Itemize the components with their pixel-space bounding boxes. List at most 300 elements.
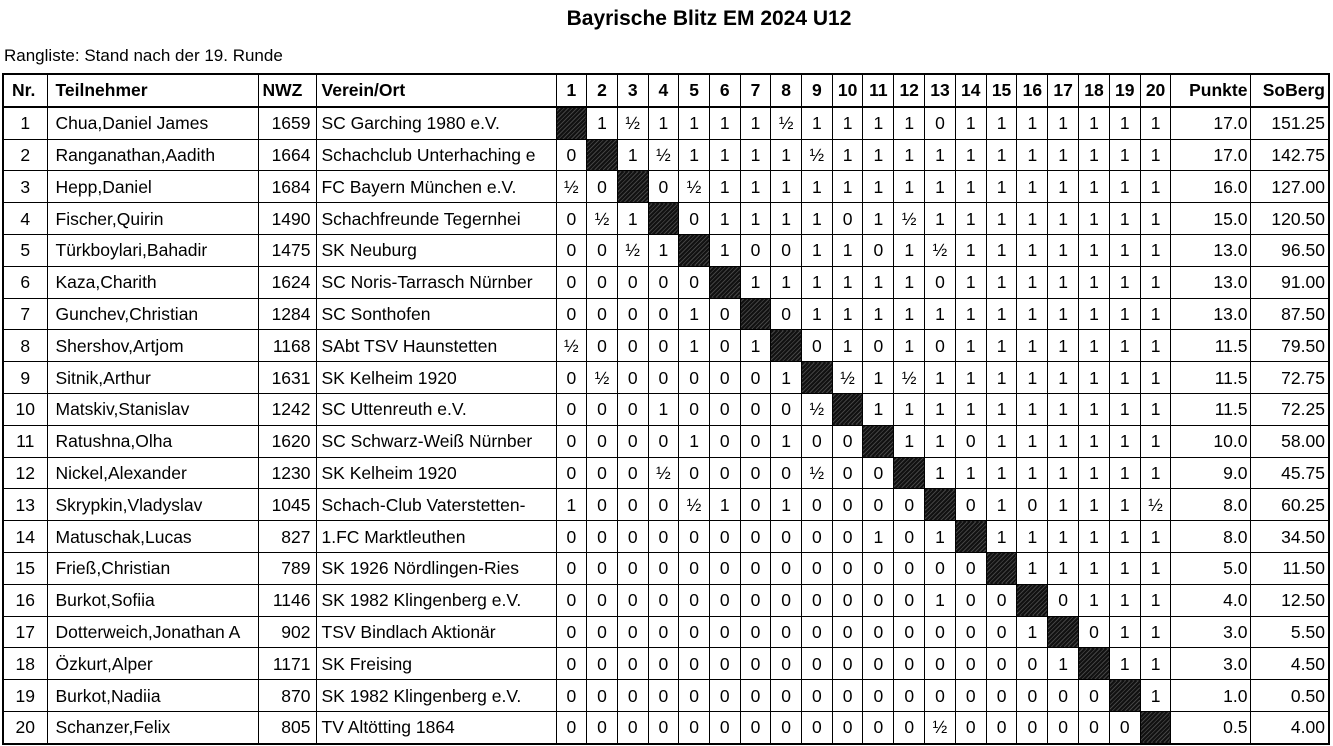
- player-soberg: 34.50: [1251, 521, 1329, 553]
- player-rank: 2: [3, 139, 47, 171]
- result-cell: 1: [1079, 234, 1110, 266]
- result-cell: 0: [832, 489, 863, 521]
- header-round-20: 20: [1140, 74, 1171, 107]
- player-nwz: 1631: [258, 362, 316, 394]
- result-cell: 0: [986, 584, 1017, 616]
- result-cell: 1: [1140, 171, 1171, 203]
- result-cell: 1: [771, 425, 802, 457]
- result-cell: 0: [771, 711, 802, 743]
- result-cell: 0: [587, 171, 618, 203]
- result-cell: 1: [1109, 457, 1140, 489]
- result-cell: 0: [740, 584, 771, 616]
- player-soberg: 79.50: [1251, 330, 1329, 362]
- result-cell: 0: [740, 616, 771, 648]
- player-soberg: 72.25: [1251, 393, 1329, 425]
- result-cell: 1: [1017, 552, 1048, 584]
- result-cell: 1: [1109, 393, 1140, 425]
- result-cell: 0: [556, 362, 587, 394]
- table-row: [3, 648, 1329, 680]
- result-cell: 1: [1079, 584, 1110, 616]
- result-cell: 1: [1109, 107, 1140, 139]
- result-cell: 0: [771, 584, 802, 616]
- result-cell: 1: [1048, 648, 1079, 680]
- player-club: Schachfreunde Tegernhei: [316, 203, 556, 235]
- player-club: TV Altötting 1864: [316, 711, 556, 743]
- result-cell: 1: [925, 171, 956, 203]
- result-cell: 1: [1017, 616, 1048, 648]
- result-cell: 1: [771, 139, 802, 171]
- table-row: [3, 234, 1329, 266]
- result-cell: 1: [1017, 330, 1048, 362]
- result-cell: 1: [955, 171, 986, 203]
- result-cell: 1: [1109, 330, 1140, 362]
- player-nwz: 1242: [258, 393, 316, 425]
- result-cell: 1: [1140, 362, 1171, 394]
- result-cell: 0: [986, 648, 1017, 680]
- result-cell: 0: [556, 680, 587, 712]
- result-cell: 1: [1109, 489, 1140, 521]
- player-club: TSV Bindlach Aktionär: [316, 616, 556, 648]
- diagonal-cell: [556, 107, 587, 139]
- player-name: Matuschak,Lucas: [47, 521, 258, 553]
- result-cell: 1: [1079, 266, 1110, 298]
- result-cell: 0: [556, 234, 587, 266]
- crosstable: [2, 73, 1330, 745]
- result-cell: 1: [832, 171, 863, 203]
- result-cell: 1: [925, 362, 956, 394]
- result-cell: 1: [1109, 425, 1140, 457]
- result-cell: 1: [1048, 139, 1079, 171]
- result-cell: 0: [802, 616, 833, 648]
- result-cell: 0: [648, 171, 679, 203]
- result-cell: 1: [863, 298, 894, 330]
- player-name: Burkot,Sofiia: [47, 584, 258, 616]
- diagonal-cell: [1109, 680, 1140, 712]
- result-cell: 0: [648, 616, 679, 648]
- result-cell: 1: [955, 266, 986, 298]
- player-name: Dotterweich,Jonathan A: [47, 616, 258, 648]
- header-nr: Nr.: [3, 74, 47, 107]
- player-nwz: 1475: [258, 234, 316, 266]
- player-points: 15.0: [1171, 203, 1251, 235]
- diagonal-cell: [955, 521, 986, 553]
- result-cell: 0: [955, 425, 986, 457]
- result-cell: 0: [771, 234, 802, 266]
- result-cell: 0: [556, 139, 587, 171]
- result-cell: 1: [1109, 648, 1140, 680]
- result-cell: 0: [955, 648, 986, 680]
- result-cell: 0: [587, 457, 618, 489]
- standings-subtitle: Rangliste: Stand nach der 19. Runde: [4, 46, 283, 65]
- result-cell: 1: [925, 393, 956, 425]
- table-row: [3, 680, 1329, 712]
- result-cell: 0: [648, 552, 679, 584]
- player-nwz: 1045: [258, 489, 316, 521]
- result-cell: ½: [894, 362, 925, 394]
- player-nwz: 1624: [258, 266, 316, 298]
- header-round-6: 6: [709, 74, 740, 107]
- result-cell: ½: [679, 171, 710, 203]
- result-cell: 0: [863, 616, 894, 648]
- result-cell: 0: [617, 266, 648, 298]
- player-nwz: 1171: [258, 648, 316, 680]
- result-cell: 0: [617, 362, 648, 394]
- result-cell: 1: [986, 330, 1017, 362]
- result-cell: 0: [587, 393, 618, 425]
- result-cell: 0: [709, 298, 740, 330]
- result-cell: 0: [1017, 711, 1048, 743]
- player-soberg: 11.50: [1251, 552, 1329, 584]
- result-cell: 0: [648, 298, 679, 330]
- table-row: [3, 203, 1329, 235]
- result-cell: 0: [679, 711, 710, 743]
- result-cell: 0: [709, 584, 740, 616]
- result-cell: 1: [925, 139, 956, 171]
- result-cell: 1: [955, 393, 986, 425]
- result-cell: 0: [556, 616, 587, 648]
- result-cell: 1: [986, 266, 1017, 298]
- result-cell: ½: [556, 330, 587, 362]
- result-cell: 1: [1048, 362, 1079, 394]
- diagonal-cell: [1140, 711, 1171, 743]
- diagonal-cell: [1079, 648, 1110, 680]
- result-cell: 1: [709, 107, 740, 139]
- result-cell: 1: [802, 266, 833, 298]
- result-cell: 0: [832, 552, 863, 584]
- result-cell: 1: [1140, 203, 1171, 235]
- player-rank: 9: [3, 362, 47, 394]
- result-cell: 0: [556, 203, 587, 235]
- result-cell: 0: [925, 552, 956, 584]
- result-cell: ½: [832, 362, 863, 394]
- result-cell: 0: [709, 711, 740, 743]
- result-cell: 0: [740, 489, 771, 521]
- result-cell: ½: [1140, 489, 1171, 521]
- result-cell: 0: [863, 680, 894, 712]
- player-club: SC Uttenreuth e.V.: [316, 393, 556, 425]
- result-cell: 1: [925, 203, 956, 235]
- result-cell: 1: [863, 266, 894, 298]
- result-cell: 0: [1048, 711, 1079, 743]
- player-name: Nickel,Alexander: [47, 457, 258, 489]
- result-cell: 0: [925, 330, 956, 362]
- result-cell: 1: [986, 457, 1017, 489]
- result-cell: 0: [587, 425, 618, 457]
- player-club: SC Noris-Tarrasch Nürnber: [316, 266, 556, 298]
- result-cell: 0: [648, 266, 679, 298]
- result-cell: 0: [648, 711, 679, 743]
- result-cell: 0: [648, 648, 679, 680]
- player-name: Özkurt,Alper: [47, 648, 258, 680]
- result-cell: 0: [648, 680, 679, 712]
- player-points: 17.0: [1171, 139, 1251, 171]
- diagonal-cell: [894, 457, 925, 489]
- player-name: Matskiv,Stanislav: [47, 393, 258, 425]
- result-cell: 0: [832, 648, 863, 680]
- result-cell: 1: [863, 393, 894, 425]
- result-cell: 0: [771, 393, 802, 425]
- player-rank: 10: [3, 393, 47, 425]
- result-cell: 0: [832, 203, 863, 235]
- result-cell: 0: [955, 489, 986, 521]
- result-cell: 0: [648, 362, 679, 394]
- result-cell: 1: [709, 171, 740, 203]
- player-points: 13.0: [1171, 266, 1251, 298]
- player-nwz: 902: [258, 616, 316, 648]
- player-name: Skrypkin,Vladyslav: [47, 489, 258, 521]
- result-cell: 0: [648, 584, 679, 616]
- result-cell: 1: [894, 393, 925, 425]
- player-name: Chua,Daniel James: [47, 107, 258, 139]
- result-cell: 0: [894, 648, 925, 680]
- result-cell: 1: [832, 139, 863, 171]
- result-cell: 0: [925, 107, 956, 139]
- result-cell: ½: [802, 139, 833, 171]
- table-row: [3, 171, 1329, 203]
- result-cell: 1: [1140, 680, 1171, 712]
- result-cell: 1: [1079, 489, 1110, 521]
- result-cell: 0: [740, 648, 771, 680]
- result-cell: 1: [648, 107, 679, 139]
- player-club: SK Neuburg: [316, 234, 556, 266]
- result-cell: 0: [556, 648, 587, 680]
- result-cell: 1: [740, 330, 771, 362]
- result-cell: ½: [894, 203, 925, 235]
- player-points: 13.0: [1171, 234, 1251, 266]
- diagonal-cell: [802, 362, 833, 394]
- header-round-8: 8: [771, 74, 802, 107]
- player-nwz: 1659: [258, 107, 316, 139]
- result-cell: 0: [648, 489, 679, 521]
- result-cell: 0: [587, 489, 618, 521]
- result-cell: 1: [1079, 425, 1110, 457]
- header-round-11: 11: [863, 74, 894, 107]
- result-cell: 1: [740, 203, 771, 235]
- player-points: 11.5: [1171, 362, 1251, 394]
- result-cell: 1: [771, 362, 802, 394]
- result-cell: 1: [894, 107, 925, 139]
- diagonal-cell: [771, 330, 802, 362]
- player-soberg: 4.00: [1251, 711, 1329, 743]
- result-cell: 0: [955, 552, 986, 584]
- result-cell: 0: [986, 711, 1017, 743]
- player-name: Hepp,Daniel: [47, 171, 258, 203]
- result-cell: 1: [709, 203, 740, 235]
- result-cell: 0: [802, 711, 833, 743]
- result-cell: 0: [740, 234, 771, 266]
- result-cell: 0: [679, 584, 710, 616]
- player-club: SC Schwarz-Weiß Nürnber: [316, 425, 556, 457]
- result-cell: 0: [709, 362, 740, 394]
- result-cell: 1: [986, 489, 1017, 521]
- player-soberg: 142.75: [1251, 139, 1329, 171]
- result-cell: 0: [740, 552, 771, 584]
- result-cell: 1: [863, 139, 894, 171]
- header-round-13: 13: [925, 74, 956, 107]
- result-cell: 1: [1048, 425, 1079, 457]
- result-cell: 0: [1079, 680, 1110, 712]
- result-cell: 1: [1109, 203, 1140, 235]
- player-points: 9.0: [1171, 457, 1251, 489]
- result-cell: 0: [832, 521, 863, 553]
- result-cell: ½: [556, 171, 587, 203]
- player-points: 17.0: [1171, 107, 1251, 139]
- result-cell: 1: [1109, 521, 1140, 553]
- result-cell: 0: [556, 393, 587, 425]
- result-cell: 0: [832, 584, 863, 616]
- result-cell: 0: [863, 584, 894, 616]
- result-cell: 1: [771, 489, 802, 521]
- diagonal-cell: [1048, 616, 1079, 648]
- result-cell: 0: [863, 552, 894, 584]
- player-points: 16.0: [1171, 171, 1251, 203]
- player-rank: 13: [3, 489, 47, 521]
- result-cell: 0: [740, 457, 771, 489]
- player-nwz: 1490: [258, 203, 316, 235]
- result-cell: 0: [894, 584, 925, 616]
- table-row: [3, 330, 1329, 362]
- player-club: SK Freising: [316, 648, 556, 680]
- result-cell: 1: [863, 521, 894, 553]
- result-cell: 0: [740, 521, 771, 553]
- page-title: Bayrische Blitz EM 2024 U12: [566, 7, 852, 30]
- result-cell: 1: [955, 362, 986, 394]
- table-row: [3, 425, 1329, 457]
- result-cell: 0: [832, 616, 863, 648]
- result-cell: 1: [1017, 139, 1048, 171]
- table-row: [3, 266, 1329, 298]
- result-cell: 1: [771, 203, 802, 235]
- result-cell: 1: [1109, 266, 1140, 298]
- header-club: Verein/Ort: [316, 74, 556, 107]
- result-cell: 1: [986, 521, 1017, 553]
- result-cell: 0: [587, 330, 618, 362]
- result-cell: 0: [587, 234, 618, 266]
- result-cell: 0: [679, 616, 710, 648]
- result-cell: 1: [1109, 552, 1140, 584]
- result-cell: 0: [556, 584, 587, 616]
- result-cell: 1: [955, 298, 986, 330]
- result-cell: 1: [894, 139, 925, 171]
- result-cell: 0: [894, 616, 925, 648]
- result-cell: 0: [709, 680, 740, 712]
- player-soberg: 127.00: [1251, 171, 1329, 203]
- player-name: Ranganathan,Aadith: [47, 139, 258, 171]
- result-cell: 0: [863, 234, 894, 266]
- diagonal-cell: [617, 171, 648, 203]
- result-cell: 1: [1048, 393, 1079, 425]
- player-name: Shershov,Artjom: [47, 330, 258, 362]
- diagonal-cell: [709, 266, 740, 298]
- player-club: SK Kelheim 1920: [316, 457, 556, 489]
- result-cell: 1: [1140, 616, 1171, 648]
- player-rank: 19: [3, 680, 47, 712]
- player-points: 11.5: [1171, 330, 1251, 362]
- diagonal-cell: [587, 139, 618, 171]
- player-nwz: 827: [258, 521, 316, 553]
- result-cell: 0: [894, 711, 925, 743]
- result-cell: 1: [894, 171, 925, 203]
- result-cell: 1: [955, 107, 986, 139]
- result-cell: 1: [1017, 362, 1048, 394]
- result-cell: 0: [832, 711, 863, 743]
- result-cell: 0: [925, 680, 956, 712]
- diagonal-cell: [863, 425, 894, 457]
- result-cell: ½: [587, 203, 618, 235]
- table-row: [3, 489, 1329, 521]
- result-cell: 1: [1109, 362, 1140, 394]
- result-cell: 0: [802, 425, 833, 457]
- result-cell: 0: [802, 330, 833, 362]
- result-cell: 0: [617, 616, 648, 648]
- result-cell: 1: [1140, 330, 1171, 362]
- result-cell: 1: [1048, 552, 1079, 584]
- player-club: SK 1982 Klingenberg e.V.: [316, 584, 556, 616]
- result-cell: 0: [709, 425, 740, 457]
- player-points: 3.0: [1171, 648, 1251, 680]
- result-cell: 0: [617, 330, 648, 362]
- player-club: SK 1982 Klingenberg e.V.: [316, 680, 556, 712]
- result-cell: 1: [1079, 393, 1110, 425]
- result-cell: 0: [802, 680, 833, 712]
- result-cell: 1: [709, 489, 740, 521]
- result-cell: 0: [740, 425, 771, 457]
- result-cell: 0: [679, 203, 710, 235]
- result-cell: 0: [894, 552, 925, 584]
- result-cell: 1: [986, 171, 1017, 203]
- result-cell: 0: [587, 711, 618, 743]
- result-cell: 1: [709, 139, 740, 171]
- table-row: [3, 139, 1329, 171]
- player-club: 1.FC Marktleuthen: [316, 521, 556, 553]
- player-name: Gunchev,Christian: [47, 298, 258, 330]
- result-cell: 0: [740, 711, 771, 743]
- result-cell: 1: [955, 139, 986, 171]
- header-round-2: 2: [587, 74, 618, 107]
- result-cell: 0: [771, 616, 802, 648]
- result-cell: 0: [771, 457, 802, 489]
- result-cell: 0: [648, 425, 679, 457]
- result-cell: 1: [1109, 584, 1140, 616]
- result-cell: 0: [802, 552, 833, 584]
- player-points: 3.0: [1171, 616, 1251, 648]
- header-round-4: 4: [648, 74, 679, 107]
- player-rank: 15: [3, 552, 47, 584]
- result-cell: 1: [925, 425, 956, 457]
- result-cell: 1: [1048, 266, 1079, 298]
- result-cell: 1: [1079, 457, 1110, 489]
- player-soberg: 5.50: [1251, 616, 1329, 648]
- result-cell: 1: [802, 107, 833, 139]
- header-round-3: 3: [617, 74, 648, 107]
- result-cell: 1: [617, 139, 648, 171]
- result-cell: 0: [863, 648, 894, 680]
- result-cell: 0: [863, 489, 894, 521]
- result-cell: 0: [955, 711, 986, 743]
- result-cell: 0: [925, 266, 956, 298]
- result-cell: 1: [1017, 171, 1048, 203]
- result-cell: 1: [955, 234, 986, 266]
- result-cell: 1: [1048, 107, 1079, 139]
- header-round-9: 9: [802, 74, 833, 107]
- player-soberg: 91.00: [1251, 266, 1329, 298]
- result-cell: 0: [955, 616, 986, 648]
- diagonal-cell: [740, 298, 771, 330]
- player-name: Sitnik,Arthur: [47, 362, 258, 394]
- result-cell: 0: [832, 457, 863, 489]
- result-cell: 1: [1140, 457, 1171, 489]
- player-rank: 20: [3, 711, 47, 743]
